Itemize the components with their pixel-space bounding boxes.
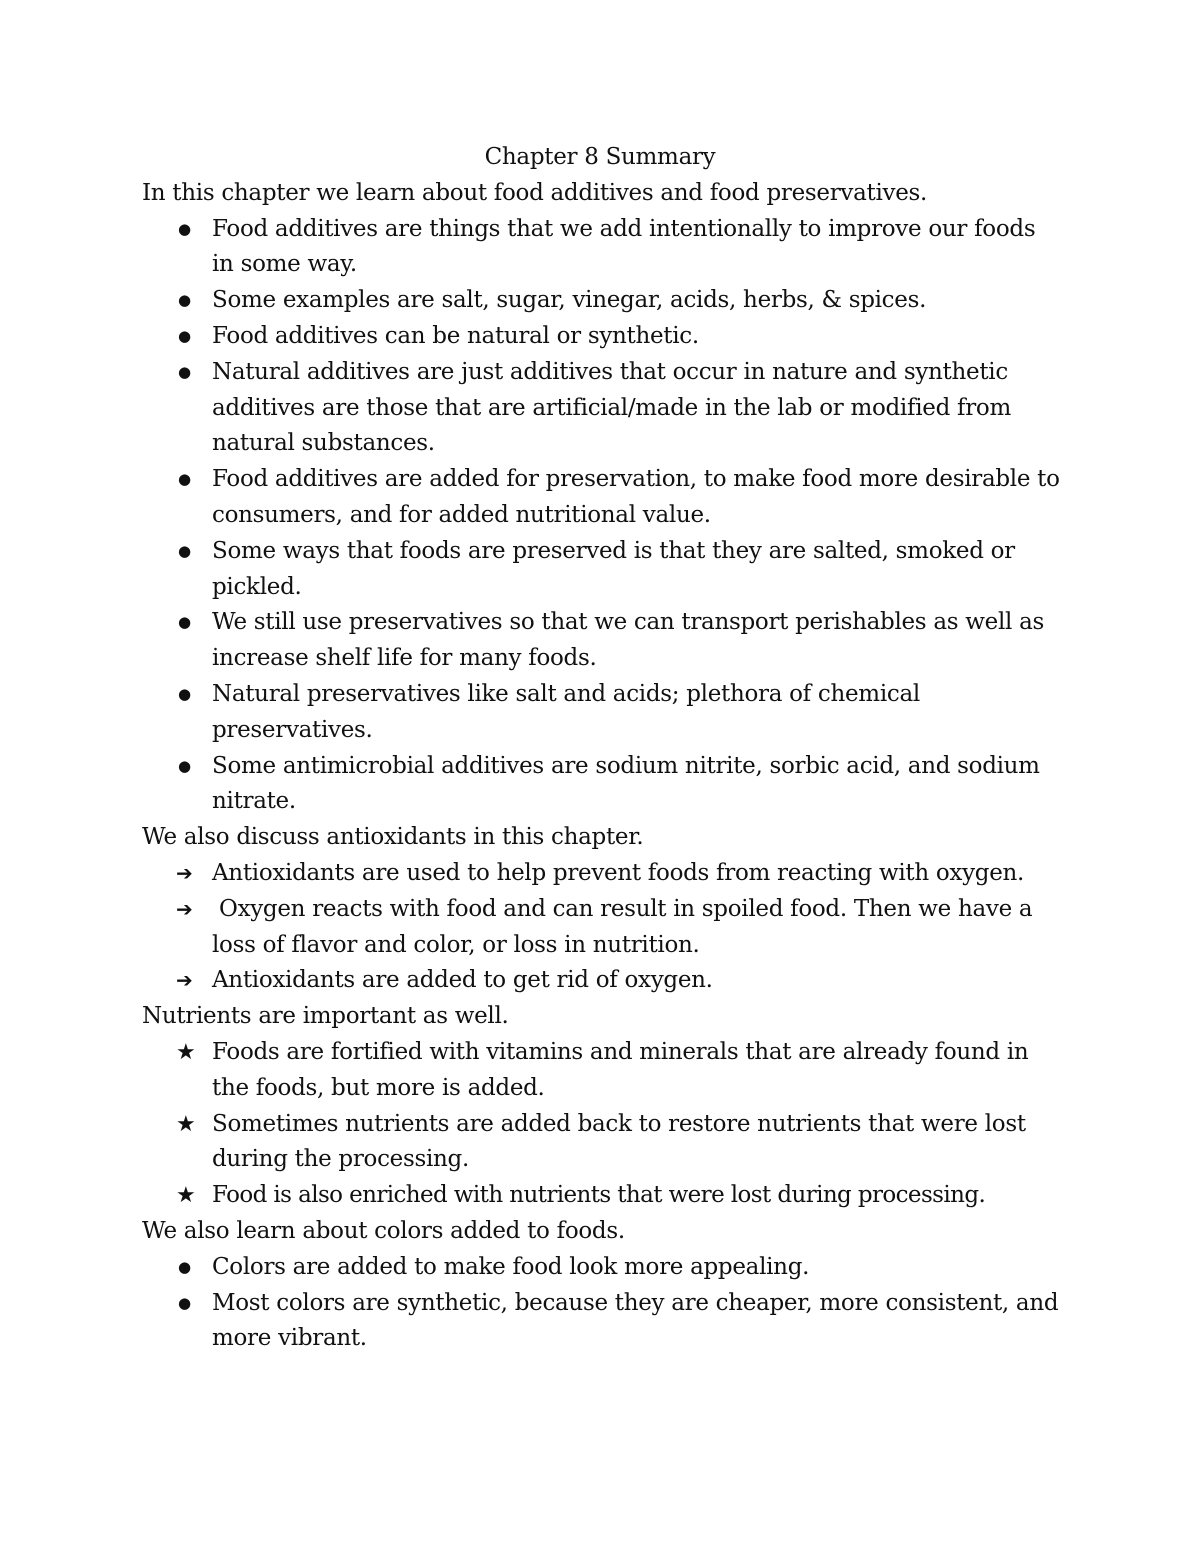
document-body xyxy=(142,140,1062,1357)
nutrients-paragraph: Nutrients are important as well. xyxy=(142,1003,509,1030)
list-item: ● Natural additives are just additives that occur in nature and synthetic additives are those that are artificial/made in the lab or modified from natural substances. xyxy=(142,355,1062,462)
list-item: ● Some antimicrobial additives are sodium nitrite, sorbic acid, and sodium nitrate. xyxy=(142,749,1062,821)
bullet-icon: ● xyxy=(178,326,191,345)
list-item: ➔ Oxygen reacts with food and can result in spoiled food. Then we have a loss of flavor and color, or loss in nutrition. xyxy=(142,892,1062,964)
colors-list xyxy=(142,1250,1062,1357)
list-item: ● Food additives are things that we add intentionally to improve our foods in some way. xyxy=(142,212,1062,284)
list-item: ★ Sometimes nutrients are added back to restore nutrients that were lost during the processing. xyxy=(142,1107,1062,1179)
antioxidants-list xyxy=(142,856,1062,999)
arrow-icon: ➔ xyxy=(176,896,193,921)
list-item: ★ Foods are fortified with vitamins and minerals that are already found in the foods, but more is added. xyxy=(142,1035,1062,1107)
list-item: ● Food additives are added for preservation, to make food more desirable to consumers, and for added nutritional value. xyxy=(142,462,1062,534)
list-item: ● Some examples are salt, sugar, vinegar, acids, herbs, & spices. xyxy=(142,283,1062,319)
list-item: ➔ Antioxidants are added to get rid of oxygen. xyxy=(142,963,1062,999)
star-icon: ★ xyxy=(176,1039,196,1065)
bullet-icon: ● xyxy=(178,219,191,238)
bullet-icon: ● xyxy=(178,1293,191,1312)
bullet-icon: ● xyxy=(178,613,191,632)
colors-paragraph: We also learn about colors added to foods. xyxy=(142,1217,625,1244)
bullet-icon: ● xyxy=(178,541,191,560)
list-item: ● Food additives can be natural or synthetic. xyxy=(142,319,1062,355)
nutrients-list xyxy=(142,1035,1062,1214)
bullet-icon: ● xyxy=(178,1257,191,1276)
list-item: ★ Food is also enriched with nutrients that were lost during processing. xyxy=(142,1178,1062,1214)
star-icon: ★ xyxy=(176,1111,196,1137)
bullet-icon: ● xyxy=(178,470,191,489)
list-item: ● Colors are added to make food look more appealing. xyxy=(142,1250,1062,1286)
list-item: ● Some ways that foods are preserved is that they are salted, smoked or pickled. xyxy=(142,534,1062,606)
intro-paragraph: In this chapter we learn about food additives and food preservatives. xyxy=(142,179,928,206)
list-item: ● Most colors are synthetic, because they are cheaper, more consistent, and more vibrant. xyxy=(142,1286,1062,1358)
page-title: Chapter 8 Summary xyxy=(484,144,716,170)
bullet-icon: ● xyxy=(178,291,191,310)
arrow-icon: ➔ xyxy=(176,860,193,885)
antioxidants-paragraph: We also discuss antioxidants in this chapter. xyxy=(142,824,644,851)
arrow-icon: ➔ xyxy=(176,968,193,993)
additives-list xyxy=(142,212,1062,821)
list-item: ➔ Antioxidants are used to help prevent foods from reacting with oxygen. xyxy=(142,856,1062,892)
list-item: ● Natural preservatives like salt and acids; plethora of chemical preservatives. xyxy=(142,677,1062,749)
bullet-icon: ● xyxy=(178,684,191,703)
list-item: ● We still use preservatives so that we can transport perishables as well as increase shelf life for many foods. xyxy=(142,605,1062,677)
bullet-icon: ● xyxy=(178,756,191,775)
bullet-icon: ● xyxy=(178,362,191,381)
star-icon: ★ xyxy=(176,1183,196,1209)
